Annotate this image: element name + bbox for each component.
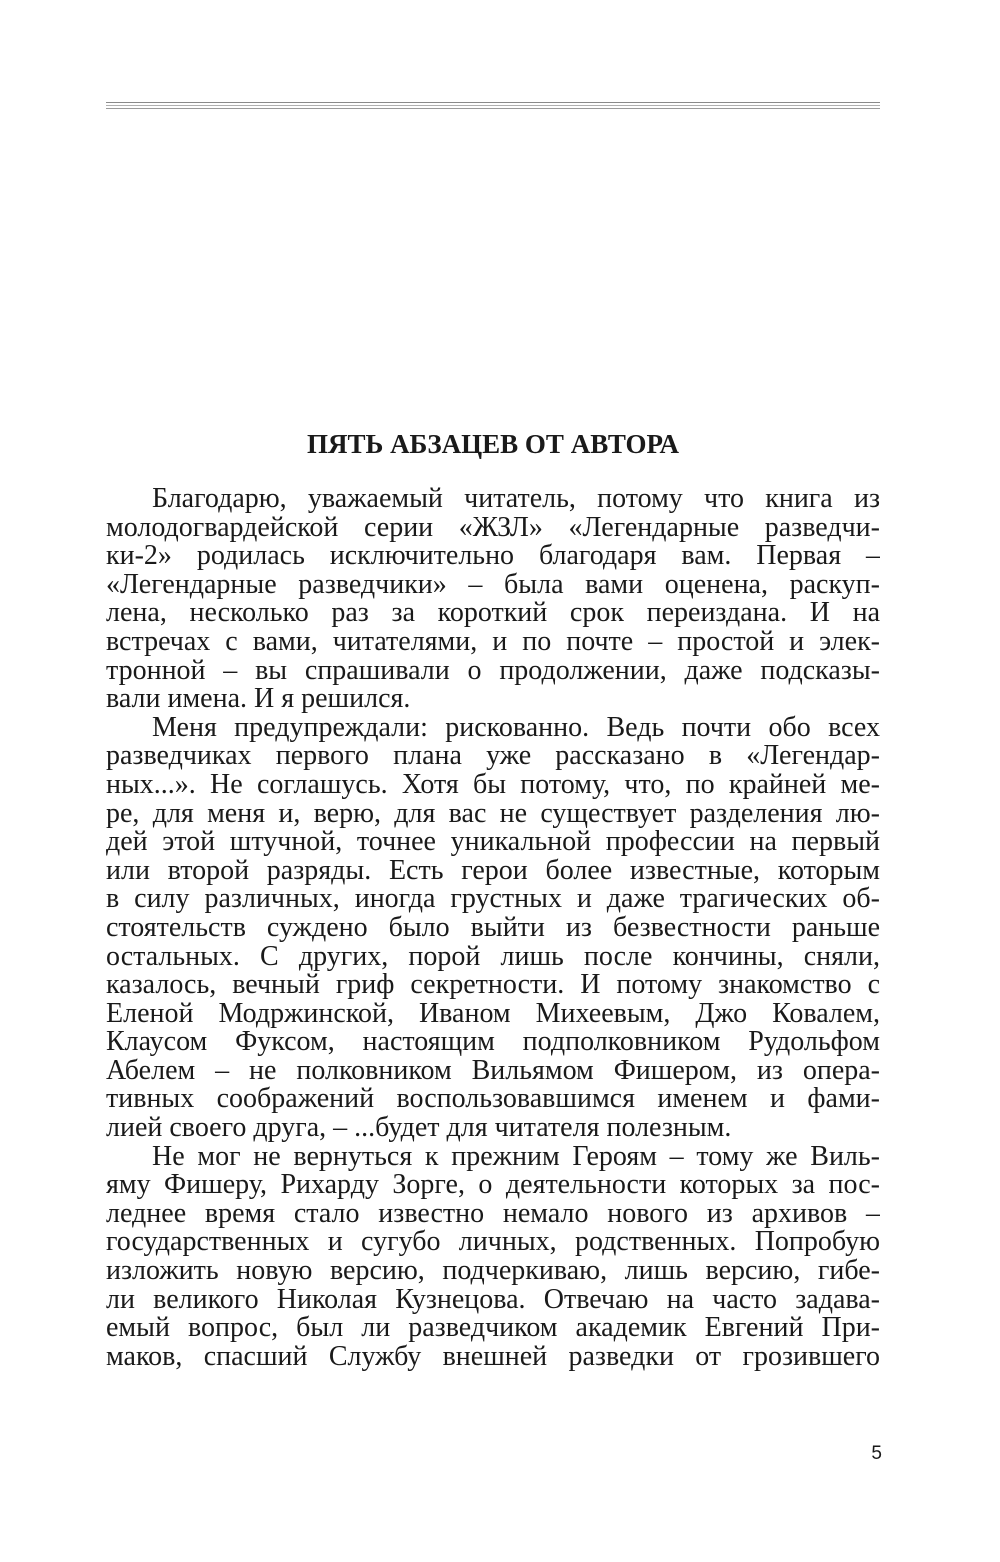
text-line: в силу различных, иногда грустных и даже трагических об- (106, 885, 880, 914)
text-line: леднее время стало известно немало нового из архивов – (106, 1199, 880, 1229)
body-text (106, 485, 880, 1371)
text-line: лией своего друга, – ...будет для читателя полезным. (106, 1114, 732, 1143)
rule-line (106, 105, 880, 106)
text-line: встречах с вами, читателями, и по почте – простой и элек- (106, 627, 880, 657)
text-line: тивных соображений воспользовавшимся именем и фами- (106, 1085, 880, 1115)
text-line: изложить новую версию, подчеркиваю, лишь версию, гибе- (106, 1257, 880, 1286)
text-line: ки-2» родилась исключительно благодаря вам. Первая – (106, 542, 880, 571)
text-line: ре, для меня и, верю, для вас не существует разделения лю- (106, 799, 880, 829)
page-number: 5 (871, 1443, 882, 1464)
text-line: лена, несколько раз за короткий срок переиздана. И на (106, 599, 880, 628)
text-line: вали имена. И я решился. (106, 685, 411, 714)
rule-line (106, 102, 880, 103)
text-line: «Легендарные разведчики» – была вами оценена, раскуп- (106, 570, 880, 600)
text-line: или второй разряды. Есть герои более известные, которым (106, 856, 880, 886)
text-line: Благодарю, уважаемый читатель, потому что книга из (152, 485, 880, 514)
text-line: казалось, вечный гриф секретности. И потому знакомство с (106, 971, 880, 1000)
text-line: ли великого Николая Кузнецова. Отвечаю на часто задава- (106, 1285, 880, 1315)
text-line: маков, спасший Службу внешней разведки от грозившего (106, 1342, 880, 1372)
text-line: яму Фишеру, Рихарду Зорге, о деятельности которых за пос- (106, 1171, 880, 1200)
paragraph-2 (106, 714, 880, 1143)
text-line: тронной – вы спрашивали о продолжении, даже подсказы- (106, 656, 880, 686)
text-line: остальных. С других, порой лишь после кончины, сняли, (106, 942, 880, 972)
text-line: разведчиках первого плана уже рассказано в «Легендар- (106, 742, 880, 771)
text-line: стоятельств суждено было выйти из безвестности раньше (106, 913, 880, 943)
text-line: емый вопрос, был ли разведчиком академик Евгений При- (106, 1314, 880, 1343)
text-line: государственных и сугубо личных, родственных. Попробую (106, 1228, 880, 1258)
text-line: Абелем – не полковником Вильямом Фишером, из опера- (106, 1056, 880, 1086)
text-line: Не мог не вернуться к прежним Героям – тому же Виль- (152, 1142, 880, 1172)
text-line: Клаусом Фуксом, настоящим подполковником Рудольфом (106, 1028, 880, 1057)
text-line: Меня предупреждали: рискованно. Ведь почти обо всех (152, 713, 880, 743)
paragraph-1 (106, 485, 880, 714)
header-rule (106, 102, 880, 110)
rule-line (106, 108, 880, 109)
text-line: Еленой Модржинской, Иваном Михеевым, Джо Ковалем, (106, 999, 880, 1029)
text-line: ных...». Не соглашусь. Хотя бы потому, что, по крайней ме- (106, 770, 880, 800)
paragraph-3 (106, 1143, 880, 1372)
chapter-title: ПЯТЬ АБЗАЦЕВ ОТ АВТОРА (306, 429, 680, 459)
text-line: дей этой штучной, точнее уникальной профессии на первый (106, 828, 880, 857)
text-line: молодогвардейской серии «ЖЗЛ» «Легендарные разведчи- (106, 513, 880, 543)
